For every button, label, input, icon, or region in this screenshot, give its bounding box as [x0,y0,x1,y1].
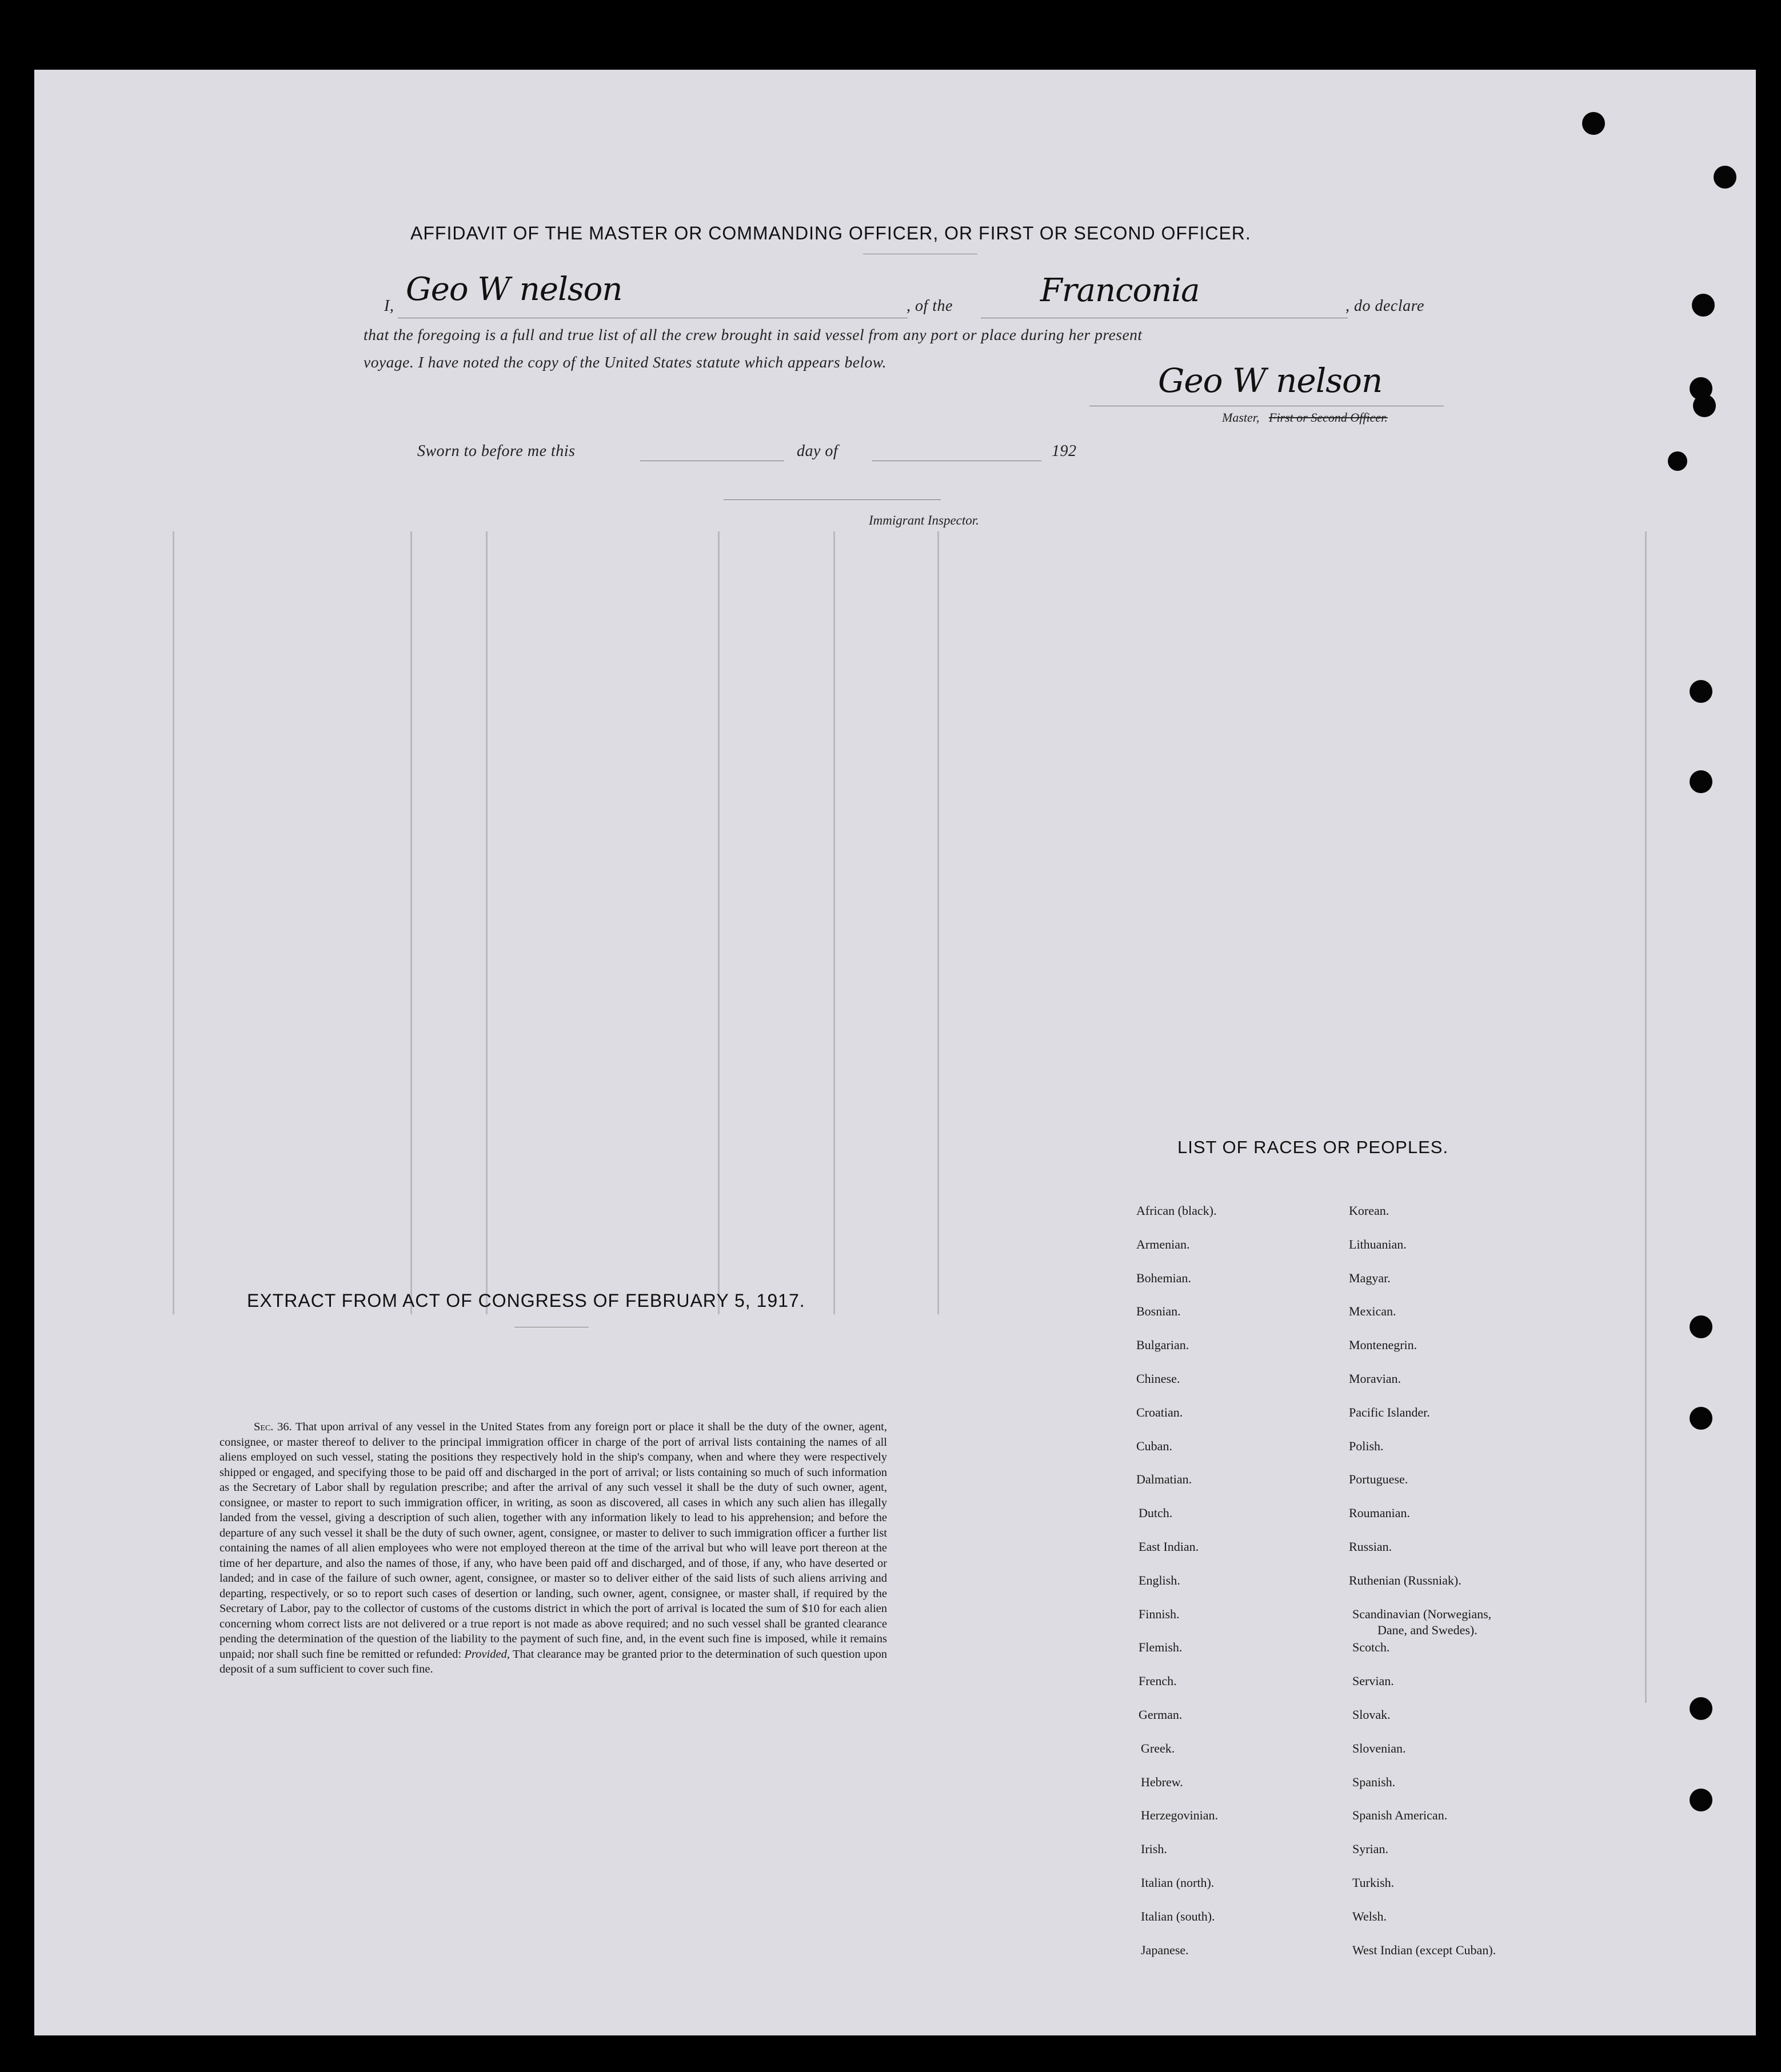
race-item: Italian (south). [1141,1909,1215,1923]
race-item: Ruthenian (Russniak). [1349,1573,1461,1587]
race-item: Montenegrin. [1349,1338,1417,1353]
race-item: Flemish. [1139,1640,1183,1655]
master-signature: Geo W nelson [1158,361,1383,400]
race-item: Slovenian. [1352,1741,1406,1755]
race-item: Herzegovinian. [1141,1808,1218,1823]
binder-hole [1690,680,1712,703]
vessel-name: Franconia [1040,272,1200,309]
bleed-column-line [410,531,412,1314]
race-item: African (black). [1136,1203,1217,1218]
race-item: Cuban. [1136,1438,1172,1453]
bleed-column-line [833,531,835,1314]
officer-name: Geo W nelson [406,271,622,308]
race-item: Moravian. [1349,1371,1401,1386]
binder-hole [1690,1315,1712,1338]
race-item: Bulgarian. [1136,1338,1189,1353]
race-item: Irish. [1141,1842,1167,1857]
race-item: Greek. [1141,1741,1175,1755]
race-item: Finnish. [1139,1606,1180,1621]
race-item: Bosnian. [1136,1304,1181,1319]
bleed-column-line [718,531,720,1314]
struck-officer-label: First or Second Officer. [1269,410,1388,425]
race-item: Portuguese. [1349,1472,1408,1487]
race-item: Welsh. [1352,1909,1387,1923]
extract-end-text: That clearance may be granted prior to the determination of such question upon deposit of a sum sufficient to cover such fine. [219,1647,888,1675]
race-item: German. [1139,1707,1183,1722]
race-item: Mexican. [1349,1304,1396,1319]
races-title: LIST OF RACES OR PEOPLES. [1177,1137,1449,1157]
race-item: Polish. [1349,1438,1384,1453]
race-item: Japanese. [1141,1942,1189,1957]
bleed-column-line [173,531,174,1314]
affidavit-prefix: I, [384,297,394,315]
race-item: Slovak. [1352,1707,1391,1722]
race-item: Russian. [1349,1539,1392,1554]
race-item: Roumanian. [1349,1506,1410,1521]
race-item: French. [1139,1674,1177,1689]
binder-hole [1690,1789,1712,1811]
provided-label: Provided, [464,1647,510,1661]
inspector-line [724,499,941,500]
race-item: Syrian. [1352,1842,1388,1857]
race-item: Italian (north). [1141,1875,1215,1890]
sworn-day-label: day of [797,442,838,460]
section-label: Sec. 36. [254,1421,292,1433]
race-item: Pacific Islander. [1349,1405,1430,1419]
affidavit-line-2: that the foregoing is a full and true list of all the crew brought in said vessel from any port or place during her present [364,326,1143,343]
bleed-column-line [937,531,939,1314]
race-item: West Indian (except Cuban). [1352,1942,1496,1957]
race-item: Lithuanian. [1349,1237,1407,1251]
race-item: Armenian. [1136,1237,1190,1251]
race-item: Croatian. [1136,1405,1183,1419]
race-item: Spanish American. [1352,1808,1448,1823]
inspector-label: Immigrant Inspector. [869,513,979,527]
binder-hole [1714,166,1736,189]
binder-hole [1690,770,1712,793]
race-item: Hebrew. [1141,1774,1183,1789]
race-item: Spanish. [1352,1774,1396,1789]
race-item: Magyar. [1349,1270,1391,1285]
affidavit-title: AFFIDAVIT OF THE MASTER OR COMMANDING OFFICER, OR FIRST OR SECOND OFFICER. [410,223,1251,243]
race-item: Chinese. [1136,1371,1180,1386]
document-page [34,70,1756,2035]
affidavit-line-3: voyage. I have noted the copy of the United States statute which appears below. [364,353,886,371]
binder-hole [1690,1697,1712,1720]
race-item: Dane, and Swedes). [1377,1622,1477,1637]
extract-main-text: That upon arrival of any vessel in the United States from any foreign port or place it shall be the duty of the owner, agent, consignee, or master thereof to deliver to the principal immigration officer in charge of the port of arrival lists containing the names of all aliens employed on such vessel, stating the positions they respectively hold in the ship's company, when and where they were respectively shipped or engaged, and specifying those to be paid off and discharged in the port of arrival; or lists containing so much of such information as the Secretary of Labor shall by regulation prescribe; and after the arrival of any such vessel it shall be the duty of such owner, agent, consignee, or master to report to such immigration officer, in writing, as soon as discovered, all cases in which any such alien has illegally landed from the vessel, giving a description of such alien, together with any information likely to lead to his apprehension; and before the departure of any such vessel it shall be the duty of such owner, agent, consignee, or master to deliver to such immigration officer a further list containing the names of all alien employees who were not employed thereon at the time of the arrival but who will leave port thereon at the time of her departure, and also the names of those, if any, who have been paid off and discharged, and of those, if any, who have deserted or landed; and in case of the failure of such owner, agent, consignee, or master so to deliver either of the said lists of such aliens arriving and departing, respectively, or so to report such cases of desertion or landing, such owner, agent, consignee, or master shall, if required by the Secretary of Labor, pay to the collector of customs of the customs district in which the port of arrival is located the sum of $10 for each alien concerning whom correct lists are not delivered or a true report is not made as above required; and no such vessel shall be granted clearance pending the determination of the question of the liability to the payment of such fine, and, in the event such fine is imposed, while it remains unpaid; nor shall such fine be remitted or refunded: [219,1421,887,1661]
race-item: Dalmatian. [1136,1472,1192,1487]
race-item: Servian. [1352,1674,1394,1689]
sworn-year: 192 [1052,442,1077,460]
affidavit-middle: , of the [907,297,953,315]
bleed-column-line [486,531,488,1314]
race-item: East Indian. [1139,1539,1199,1554]
race-item: English. [1139,1573,1180,1587]
race-item: Turkish. [1352,1875,1395,1890]
extract-title: EXTRACT FROM ACT OF CONGRESS OF FEBRUARY 5, 1917. [247,1290,805,1311]
race-item: Korean. [1349,1203,1389,1218]
sworn-prefix: Sworn to before me this [417,442,576,460]
race-item: Scotch. [1352,1640,1390,1655]
binder-hole [1582,112,1605,135]
extract-body [219,1419,887,1677]
binder-hole [1693,394,1716,417]
binder-hole [1692,294,1715,317]
binder-hole [1668,451,1687,471]
binder-hole [1690,1407,1712,1430]
bleed-column-line [1645,531,1647,1703]
race-item: Bohemian. [1136,1270,1191,1285]
race-item: Dutch. [1139,1506,1173,1521]
race-item: Scandinavian (Norwegians, [1352,1606,1492,1621]
master-label: Master, [1222,410,1260,425]
affidavit-suffix: , do declare [1345,297,1424,315]
